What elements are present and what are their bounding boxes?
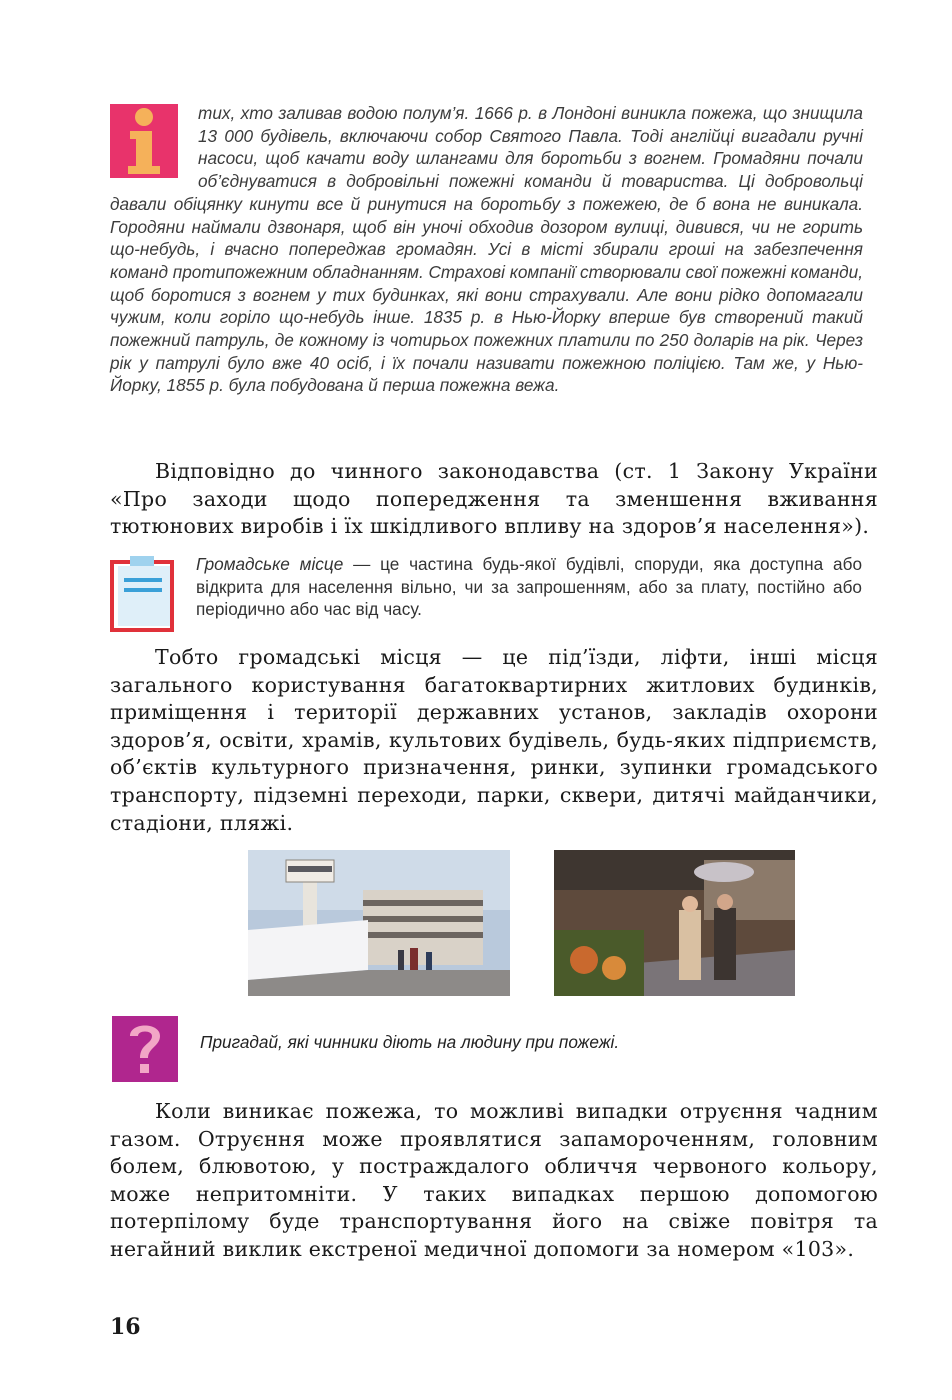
paragraph-3: Коли виникає пожежа, то можливі випадки отруєння чадним газом. Отруєння може проявлятися запамороченням, головним болем, блювотою, у постраждалого обличчя червоного кольору, може непритомніти. У таких випадках першою допомогою потерпілому буде транспортування його на свіже повітря та негайний виклик екстреної медичної допомоги за номером «103». (110, 1099, 878, 1261)
paragraph-public-places (110, 644, 878, 837)
paragraph-1: Відповідно до чинного законодавства (ст. 1 Закону України «Про заходи щодо попередження та зменшення вживання тютюнових виробів і їх шкідливого впливу на здоров’я населення»). (110, 459, 878, 539)
airport-photo (248, 850, 510, 996)
question-mark-icon (108, 1010, 182, 1086)
market-photo (554, 850, 795, 996)
page-number: 16 (110, 1314, 141, 1340)
info-text-block (110, 102, 863, 397)
definition-term: Громадське місце (196, 554, 344, 574)
paragraph-law-reference (110, 458, 878, 541)
definition-body: — це частина будь-якої будівлі, споруди, яка доступна або відкрита для населення вільно, чи за запрошенням, або за плату, постійно або періодично або час від часу. (196, 554, 863, 620)
paragraph-2: Тобто громадські місця — це під’їзди, ліфти, інші місця загального користування багатоквартирних житлових будинків, приміщення і території державних установ, закладів охорони здоров’я, освіти, храмів, культових будівель, будь-яких підприємств, об’єктів культурного призначення, ринки, зупинки громадського транспорту, підземні переходи, парки, сквери, дитячі майданчики, стадіони, пляжі. (110, 645, 878, 835)
definition-text (196, 553, 862, 621)
paragraph-carbon-monoxide (110, 1098, 878, 1264)
clipboard-icon (108, 556, 178, 632)
question-prompt: Пригадай, які чинники діють на людину при пожежі. (200, 1032, 620, 1052)
info-text: тих, хто заливав водою полум’я. 1666 р. в Лондоні виникла пожежа, що знищила 13 000 будівель, включаючи собор Святого Павла. Тоді англійці вигадали ручні насоси, щоб качати воду шлангами для боротьби з вогнем. Громадяни почали об’єднуватися в добровільні пожежні команди й товариства. Ці добровольці давали обіцянку кинути все й ринутися на боротьбу з пожежею, де б вона не виникала. Городяни наймали дзвонаря, щоб він уночі обходив дозором вулиці, дивився, чи не горить що-небудь, і вчасно попереджав громадян. Усі в місті збирали гроші на забезпечення команд протипожежним обладнанням. Страхові компанії створювали свої пожежні команди, щоб боротися з вогнем у тих будинках, які вони страхували. Але вони рідко допомагали чужим, коли горіло що-небудь інше. 1835 р. в Нью-Йорку вперше був створений такий пожежний патруль, де кожному із чотирьох пожежних платили по 250 доларів на рік. Через рік у патрулі було вже 40 осіб, і їх почали називати пожежною поліцією. Там же, у Нью-Йорку, 1855 р. була побудована й перша пожежна вежа. (110, 103, 863, 396)
